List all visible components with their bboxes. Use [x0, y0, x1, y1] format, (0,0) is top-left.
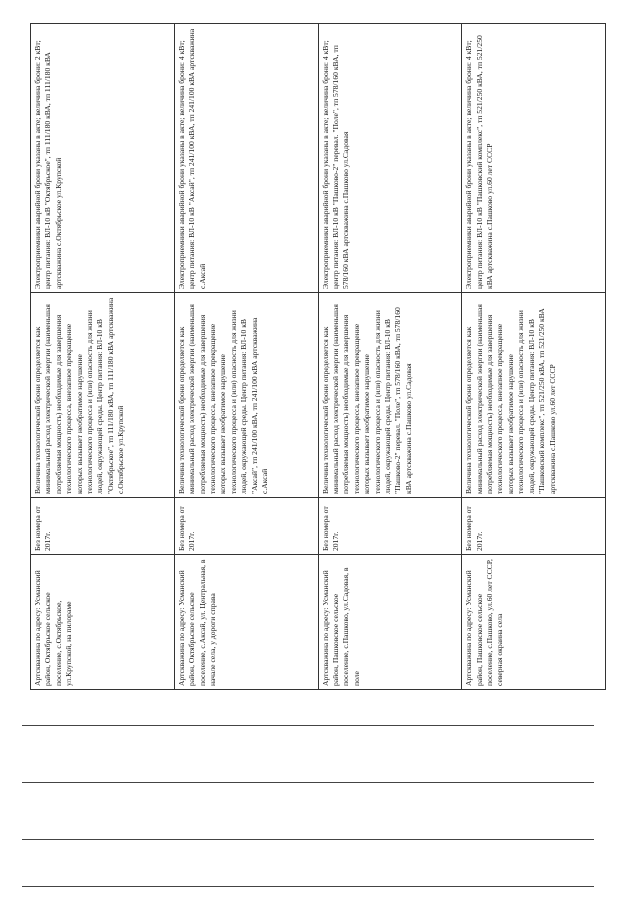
number-cell: Без номера от 2017г. — [462, 498, 606, 555]
rule-line — [22, 782, 594, 783]
emergency-reserve-cell: Электроприемники аварийной брони указаны в акте; величина брони: 4 кВт; центр питания: ВЛ-10 кВ "Пашковский комплекс", тп 521/250 кВА, тп 521/250 кВА артскважина с.Пашково ул.60 лет СССР — [462, 24, 606, 293]
rotated-table-wrapper — [30, 28, 606, 690]
tech-reserve-cell: Величина технологической брони определяется как минимальный расход электрической энергии (наименьшая потребляемая мощность) необходимые для завершения технологического процесса, внезапное прекращение которых вызывает необратимое нарушение технологического процесса и (или) опасность для жизни людей, окружающей среды. Центр питания: ВЛ-10 кВ "Пашково-2" перевал. "Поле", тп 578/160 кВА, тп 578/160 кВА артскважина с.Пашково ул.Садовая — [318, 293, 462, 498]
location-cell: Артскважина по адресу: Усманский район, Октябрьское сельское поселение, с.Аксай, ул. Центральная, в начале села, у дороги справа — [174, 555, 318, 690]
emergency-reserve-cell: Электроприемники аварийной брони указаны в акте; величина брони: 4 кВт; центр питания: ВЛ-10 кВ "Пашково-2" перевал. "Поле", тп 578/160 кВА, тп 578/160 кВА артскважина с.Пашково ул.Садовая — [318, 24, 462, 293]
tech-reserve-cell: Величина технологической брони определяется как минимальный расход электрической энергии (наименьшая потребляемая мощность) необходимые для завершения технологического процесса, внезапное прекращение которых вызывает необратимое нарушение технологического процесса и (или) опасность для жизни людей, окружающей среды. Центр питания: ВЛ-10 кВ "Аксай", тп 241/100 кВА, тп 241/100 кВА артскважина с.Аксай — [174, 293, 318, 498]
table-row — [462, 24, 606, 690]
location-cell: Артскважина по адресу: Усманский район, Октябрьское сельское поселение, с.Октябрьское, ул.Крупской, на пилораме — [31, 555, 175, 690]
rule-line — [22, 886, 594, 887]
table-row — [31, 24, 175, 690]
number-cell: Без номера от 2017г. — [174, 498, 318, 555]
rule-line — [22, 725, 594, 726]
emergency-reserve-cell: Электроприемники аварийной брони указаны в акте; величина брони: 4 кВт; центр питания: ВЛ-10 кВ "Аксай", тп 241/100 кВА, тп 241/100 кВА артскважина с.Аксай — [174, 24, 318, 293]
number-cell: Без номера от 2017г. — [31, 498, 175, 555]
tech-reserve-cell: Величина технологической брони определяется как минимальный расход электрической энергии (наименьшая потребляемая мощность) необходимые для завершения технологического процесса, внезапное прекращение которых вызывает необратимое нарушение технологического процесса и (или) опасность для жизни людей, окружающей среды. Центр питания: ВЛ-10 кВ "Октябрьское", тп 111/180 кВА, тп 111/180 кВА артскважина с.Октябрьское ул.Крупской — [31, 293, 175, 498]
rule-line — [22, 839, 594, 840]
emergency-reserve-cell: Электроприемники аварийной брони указаны в акте; величина брони: 2 кВт; центр питания: ВЛ-10 кВ "Октябрьское", тп 111/180 кВА, тп 111/180 кВА артскважина с.Октябрьское ул.Крупской — [31, 24, 175, 293]
tech-reserve-cell: Величина технологической брони определяется как минимальный расход электрической энергии (наименьшая потребляемая мощность) необходимые для завершения технологического процесса, внезапное прекращение которых вызывает необратимое нарушение технологического процесса и (или) опасность для жизни людей, окружающей среды. Центр питания: ВЛ-10 кВ "Пашковский комплекс", тп 521/250 кВА, тп 521/250 кВА артскважина с.Пашково ул.60 лет СССР — [462, 293, 606, 498]
reservation-table — [30, 23, 606, 690]
number-cell: Без номера от 2017г. — [318, 498, 462, 555]
table-row — [174, 24, 318, 690]
location-cell: Артскважина по адресу: Усманский район, Пашковское сельское поселение, с.Пашково, ул.60 лет СССР, северная окраина села — [462, 555, 606, 690]
location-cell: Артскважина по адресу: Усманский район, Пашковское сельское поселение, с.Пашково, ул.Садовая, в поле — [318, 555, 462, 690]
table-row — [318, 24, 462, 690]
